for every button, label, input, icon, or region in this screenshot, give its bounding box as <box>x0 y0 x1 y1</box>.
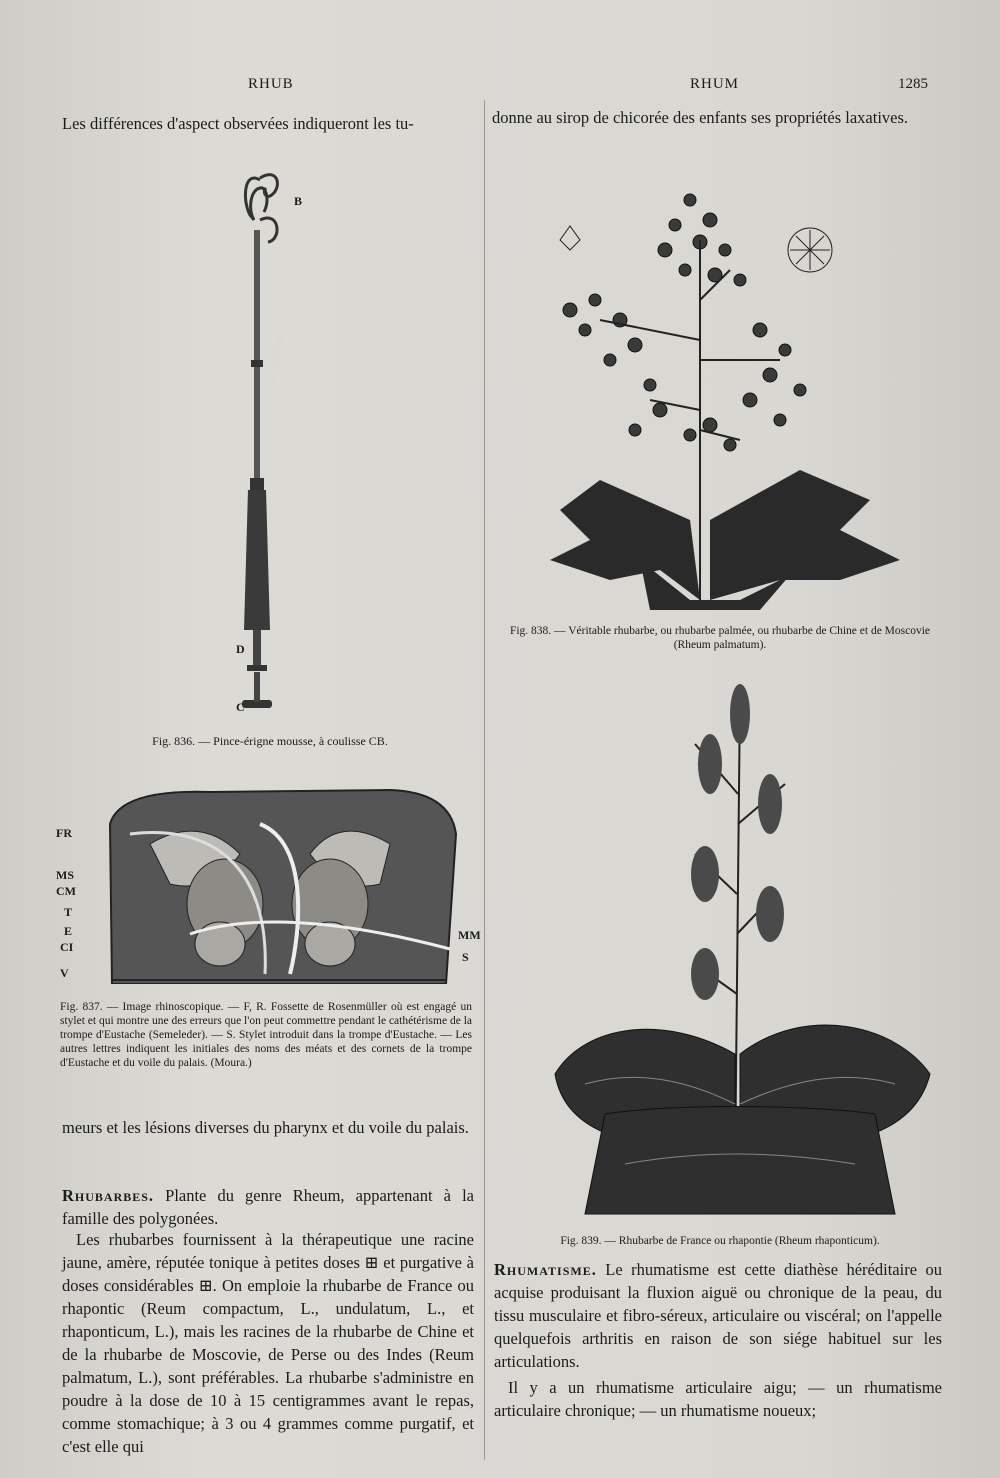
fig836-label-b: B <box>294 194 303 208</box>
rhubarbes-definition: Plante du genre Rheum, appartenant à la famille des polygonées. <box>62 1186 474 1228</box>
rhumatisme-entry <box>494 1258 942 1373</box>
running-head-left: RHUB <box>248 76 294 92</box>
fig837-label-ms: MS <box>56 868 74 882</box>
fig837-label-cm: CM <box>56 884 76 898</box>
left-intro: Les différences d'aspect observées indiqueront les tu- <box>62 114 414 133</box>
fig837-caption: Fig. 837. — Image rhinoscopique. — F, R. Fossette de Rosenmüller où est engagé un stylet et qui montre une des erreurs que l'on peut commettre pendant le cathétérisme de la trompe d'Eustache (Semeleder). — S. Stylet introduit dans la trompe d'Eustache. — Les autres lettres indiquent les initiales des noms des méats et des cornets de la trompe d'Eustache et du voile du palais. (Moura.) <box>60 1001 472 1069</box>
fig838-rheum-palmatum-illustration <box>540 180 940 620</box>
fig837-label-v: V <box>60 966 69 980</box>
rhubarbes-therapeutics: Les rhubarbes fournissent à la thérapeutique une racine jaune, amère, réputée tonique à petites doses ⊞ et purgative à doses considérables ⊞. On emploie la rhubarbe de France ou rhapontic (Reum compactum, L., undulatum, L., et rhaponticum, L.), mais les racines de la rhubarbe de Chine et de la rhubarbe de Moscovie, de Perse ou des Indes (Reum palmatum, L.), sont préférables. La rhubarbe s'administre en poudre à la dose de 10 à 15 centigrammes avant le repas, comme stomachique; à 3 ou 4 grammes comme purgatif, et c'est elle qui <box>62 1230 474 1456</box>
rhumatisme-types: Il y a un rhumatisme articulaire aigu; — un rhumatisme articulaire chronique; — un rhumatisme noueux; <box>494 1378 942 1420</box>
column-divider <box>484 100 485 1460</box>
fig837-rhinoscopic-illustration <box>90 784 462 984</box>
page-number: 1285 <box>898 76 928 92</box>
fig836-caption: Fig. 836. — Pince-érigne mousse, à coulisse CB. <box>152 734 388 748</box>
rhubarbes-entry <box>62 1184 474 1230</box>
fig837-label-e: E <box>64 924 73 938</box>
rhumatisme-definition: Le rhumatisme est cette diathèse héréditaire ou acquise produisant la fluxion aiguë ou chronique de la peau, du tissu musculaire et fibro-séreux, articulaire ou viscéral; on l'appelle quelquefois arthritis en raison de son siége habituel sur les articulations. <box>494 1260 942 1371</box>
fig838-caption: Fig. 838. — Véritable rhubarbe, ou rhubarbe palmée, ou rhubarbe de Chine et de Moscovie (Rheum palmatum). <box>509 625 931 651</box>
rhubarbes-heading: Rhubarbes. <box>62 1186 155 1205</box>
fig837-label-fr: FR <box>56 826 72 840</box>
fig836-handle-text: CHARRIÈRE <box>265 327 287 393</box>
fig837-label-t: T <box>64 905 73 919</box>
right-intro: donne au sirop de chicorée des enfants ses propriétés laxatives. <box>492 108 909 127</box>
running-head-center: RHUM <box>690 76 740 92</box>
fig839-rheum-rhaponticum-illustration <box>545 674 935 1224</box>
fig837-label-ci: CI <box>60 940 74 954</box>
fig836-label-c: C <box>236 700 245 714</box>
fig837-label-mm: MM <box>458 928 481 942</box>
rhumatisme-heading: Rhumatisme. <box>494 1260 597 1279</box>
left-paragraph-pharynx: meurs et les lésions diverses du pharynx et du voile du palais. <box>62 1118 469 1137</box>
fig839-caption: Fig. 839. — Rhubarbe de France ou rhapontie (Rheum rhaponticum). <box>560 1235 880 1247</box>
fig836-label-d: D <box>236 642 245 656</box>
fig837-label-s: S <box>462 950 469 964</box>
